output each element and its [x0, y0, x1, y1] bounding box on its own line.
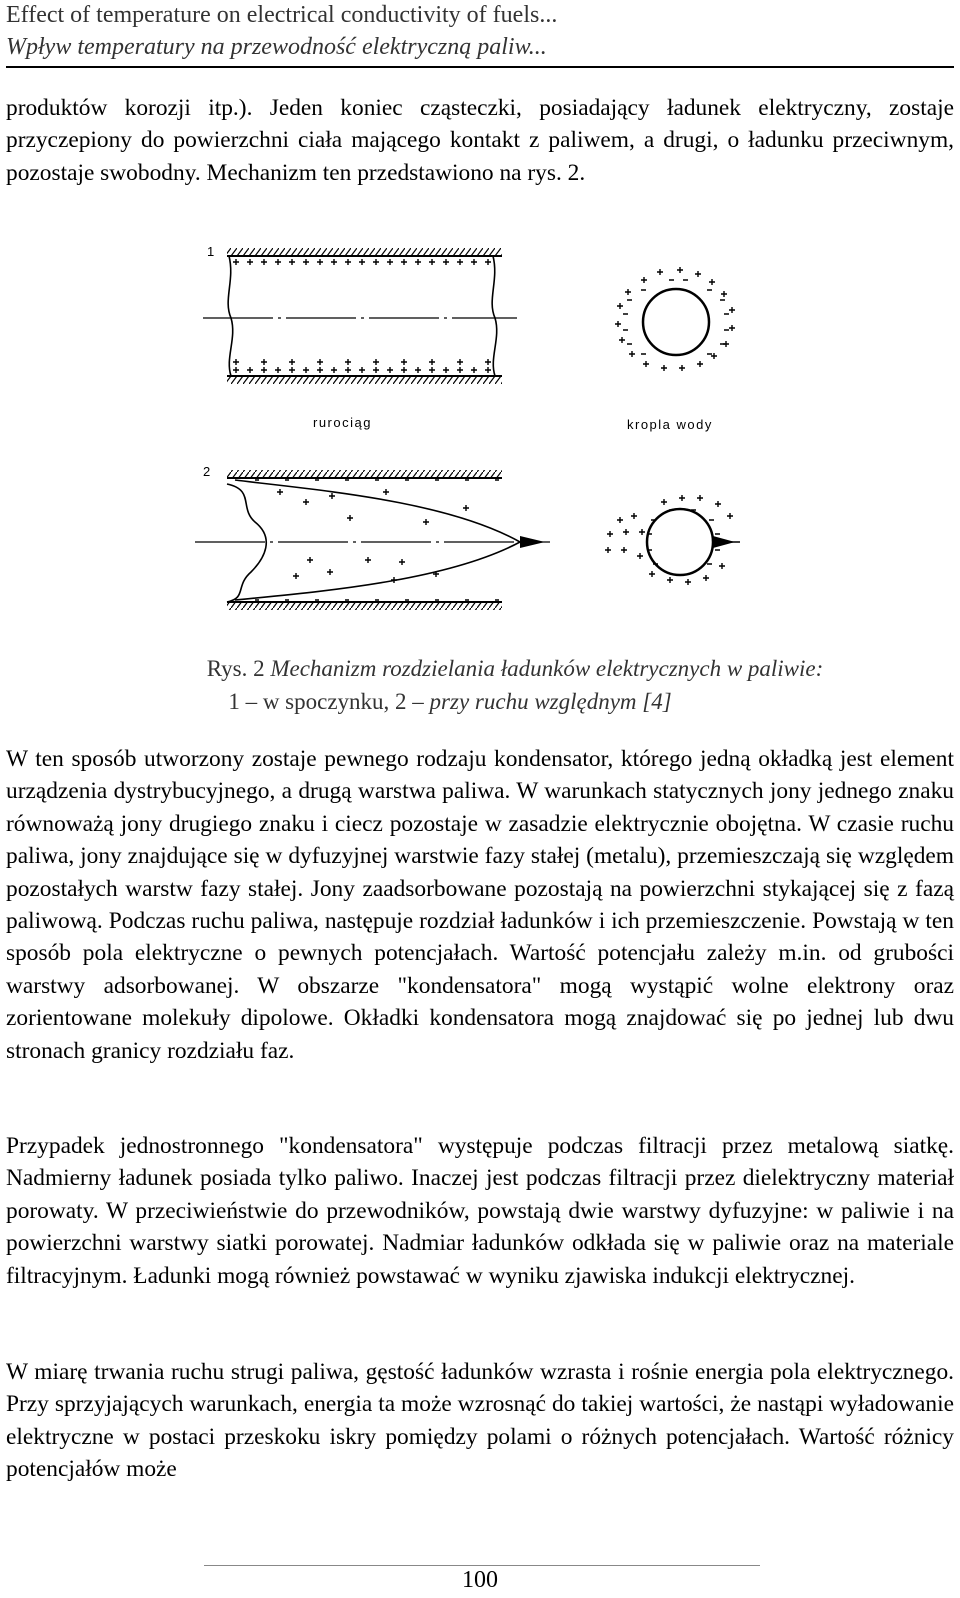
figure-label-drop: kropla wody — [627, 417, 713, 432]
header-title-en: Effect of temperature on electrical conductivity of fuels... — [6, 2, 558, 28]
header-title-pl: Wpływ temperatury na przewodność elektryczną paliw... — [6, 34, 547, 60]
water-drop-flow — [605, 495, 740, 585]
pipe-flow — [195, 470, 550, 610]
paragraph-intro: produktów korozji itp.). Jeden koniec cząsteczki, posiadający ładunek elektryczny, zostaje przyczepiony do powierzchni ciała mającego kontakt z paliwem, a drugi, o ładunku przeciwnym, pozostaje swobodny. Mechanizm ten przedstawiono na rys. 2. — [6, 95, 954, 186]
caption-prefix: Rys. 2 — [206, 656, 265, 681]
caption-line2-b: przy ruchu względnym [4] — [429, 689, 672, 714]
paragraph-1: W ten sposób utworzony zostaje pewnego rodzaju kondensator, którego jedną okładką jest element urządzenia dystrybucyjnego, a drugą warstwa paliwa. W warunkach statycznych jony jednego znaku równoważą jony drugiego znaku i ciecz pozostaje w zasadzie elektrycznie obojętna. W czasie ruchu paliwa, jony znajdujące się w dyfuzyjnej warstwie fazy stałej (metalu), przemieszczają się względem pozostałych warstw fazy stałej. Jony zaadsorbowane pozostają na powierzchni stykającej się z fazą paliwową. Podczas ruchu paliwa, następuje rozdział ładunków i ich przemieszczenie. Powstają w ten sposób pola elektryczne o pewnych potencjałach. Wartość potencjału zależy m.in. od grubości warstwy adsorbowanej. W obszarze "kondensatora" mogą wystąpić wolne elektrony oraz zorientowane molekuły dipolowe. Okładki kondensatora mogą znajdować się po jednej lub dwu stronach granicy rozdziału faz. — [6, 746, 954, 1064]
page-number: 100 — [462, 1567, 498, 1593]
figure-label-pipe: rurociąg — [313, 415, 372, 430]
figure-drawing — [195, 240, 755, 635]
caption-title: Mechanizm rozdzielania ładunków elektrycznych w paliwie: — [270, 656, 824, 681]
figure-caption — [0, 652, 960, 718]
plus-charges-rest — [233, 259, 491, 373]
figure-label-1: 1 — [207, 244, 215, 259]
pipe-flow-wall-bottom — [227, 602, 502, 610]
paragraph-2: Przypadek jednostronnego "kondensatora" występuje podczas filtracji przez metalową siatkę. Nadmierny ładunek posiada tylko paliwo. Inaczej jest podczas filtracji przez dielektryczny materiał porowaty. W przeciwieństwie do przewodników, powstają dwie warstwy dyfuzyjne: w paliwie i na powierzchni warstwy siatki porowatej. Nadmiar ładunków odkłada się w paliwie oraz na materiale filtracyjnym. Ładunki mogą również powstawać w wyniku zjawiska indukcji elektrycznej. — [6, 1133, 954, 1289]
running-header — [6, 0, 954, 68]
pipe-flow-wall-top — [227, 470, 502, 478]
pipe-rest — [203, 248, 517, 384]
paragraph-3: W miarę trwania ruchu strugi paliwa, gęstość ładunków wzrasta i rośnie energia pola elektrycznego. Przy sprzyjających warunkach, energia ta może wzrosnąć do takiej wartości, że nastąpi wyładowanie elektryczne w postaci przeskoku iskry pomiędzy polami o różnych potencjałach. Wartość różnicy potencjałów może — [6, 1359, 954, 1483]
pipe-wall-bottom — [227, 376, 502, 384]
water-drop-rest — [615, 267, 735, 371]
caption-line-1 — [0, 652, 960, 685]
figure-label-2: 2 — [203, 464, 211, 479]
caption-line-2 — [0, 685, 960, 718]
caption-line2-a: 1 – w spoczynku, 2 – — [228, 689, 424, 714]
footer-rule — [204, 1565, 760, 1566]
pipe-wall-top — [227, 248, 502, 256]
figure-charge-separation — [195, 240, 755, 635]
